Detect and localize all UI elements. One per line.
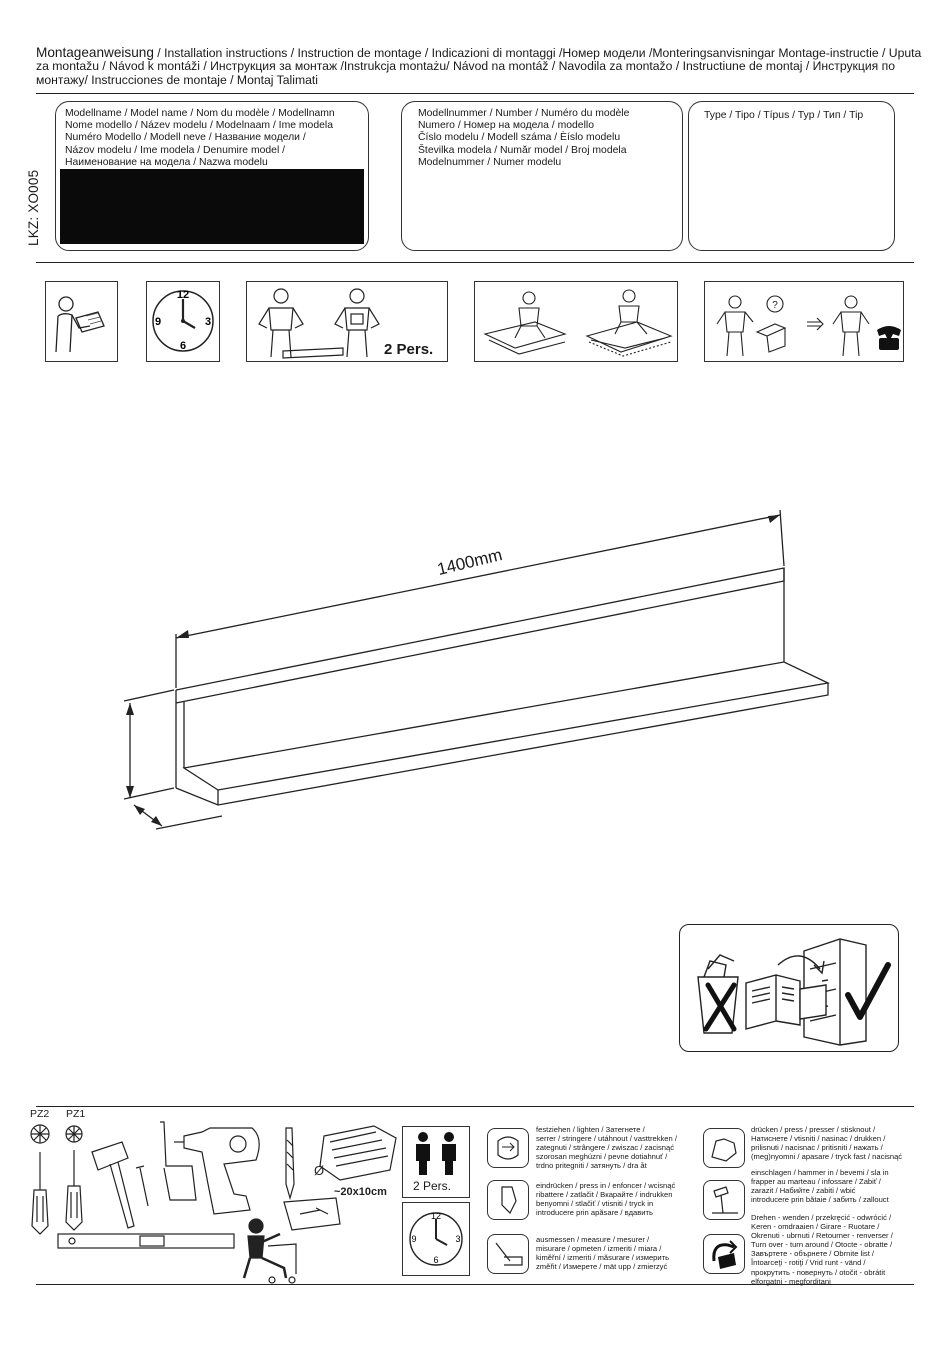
file-instructions-icon — [680, 925, 898, 1051]
hammer-in-icon — [704, 1181, 744, 1219]
height-extension-top — [124, 690, 174, 701]
two-persons-box — [402, 1126, 470, 1198]
screwdriver-pz2-icon — [32, 1152, 48, 1234]
tighten-icon-box — [487, 1128, 529, 1168]
shelf-bottom-board — [184, 662, 828, 790]
model-number-label: Modellnummer / Number / Numéro du modèle Numero / Номер на модела / modello Číslo modelu / Modell száma / Èíslo modelu Številka modela / Număr model / Broj modela Modelnummer / Numer modelu — [418, 108, 630, 168]
tighten-text: festziehen / lighten / Затегнете / serrer / stringere / utáhnout / vasttrekken / zategnuti / strângere / zwiszac / zacisnąć szorosan meghúzni / pevne dotiahnuť / trdno pritegniti / затянуть / dra åt — [536, 1125, 677, 1171]
clock-number-9: 9 — [154, 316, 162, 328]
screwdriver-pz1-icon — [66, 1150, 82, 1230]
press-icon-box — [703, 1128, 745, 1168]
type-label: Type / Tipo / Típus / Typ / Тип / Tip — [704, 110, 864, 121]
arrowhead-left — [176, 630, 189, 638]
measure-text: ausmessen / measure / mesurer / misurare / opmeten / izmeriti / miara / kiměřní / izmeriti / măsurare / измерить změřit / Измерете / mät upp / zmierzyć — [536, 1235, 670, 1272]
arrowhead-top — [126, 703, 134, 715]
length-dimension-label: 1400mm — [435, 545, 505, 580]
arrowhead-depth-back — [134, 805, 145, 815]
press-in-icon-box — [487, 1180, 529, 1220]
press-in-icon — [488, 1181, 528, 1219]
tighten-icon — [488, 1129, 528, 1167]
measure-icon-box — [487, 1234, 529, 1274]
clock-number-6: 6 — [179, 340, 187, 352]
turn-over-text: Drehen - wenden / przekręcić - odwrócić / Keren - omdraaien / Girare - Ruotare / Okrenuti - ubrnuti / Retourner - renverser / Turn over - turn around / Otocte - obratte / Завъртете - обърнете / Obrnite list / Întoarceţi - rotiţi / Vrid runt - vänd / прокрутить - повернуть / otočit - obrátit elforgatni - megforditani — [751, 1213, 893, 1286]
keep-instructions-box — [679, 924, 899, 1052]
pz1-label: PZ1 — [66, 1108, 86, 1120]
hammer-in-text: einschlagen / hammer in / bevemi / sla in frapper au marteau / infossare / Zabiť / zarazit / Набийте / zabiti / wbić introducere prin bătaie / забить / zallouct — [751, 1168, 889, 1205]
two-persons-label: 2 Pers. — [384, 341, 434, 358]
tools-bottom-divider — [36, 1284, 914, 1285]
measure-icon — [488, 1235, 528, 1273]
drill-bit-icon — [286, 1128, 294, 1198]
wood-block-icon — [320, 1126, 396, 1180]
power-drill-icon — [174, 1128, 259, 1214]
arrowhead-bottom — [126, 786, 134, 798]
turn-over-icon — [704, 1235, 744, 1273]
pz1-tip-icon — [66, 1126, 82, 1142]
lkz-code: LKZ: XO005 — [26, 169, 41, 246]
hammer-in-icon-box — [703, 1180, 745, 1220]
depth-extension — [156, 816, 222, 829]
small-clock-number-3: 3 — [455, 1234, 461, 1244]
two-persons-icon — [403, 1127, 469, 1177]
press-hand-icon — [704, 1129, 744, 1167]
small-clock-number-12: 12 — [430, 1211, 442, 1221]
header-title-lead: Montageanweisung — [36, 45, 154, 60]
curved-arrow-icon — [778, 956, 820, 969]
diameter-symbol: Ø — [314, 1163, 325, 1178]
shelf-bottom-front-edge — [176, 683, 828, 805]
shelf-back-top-edge — [176, 568, 784, 703]
length-dimension-line — [176, 515, 780, 638]
check-mark-icon — [848, 965, 888, 1017]
seated-worker-icon — [244, 1198, 340, 1283]
header-title-languages: / Installation instructions / Instruction de montage / Indicazioni di montaggi /Номер модели /Monteringsanvisningar Montage-instructie / Uputa za montažu / Návod k montáži / Инструкция за монтаж /Instrukcja montażu/ Návod na montáž / Navodila za montažo / Instructiune de montaj / Инструкция по монтажу/ Instrucciones de montaje / Montaj Talimati — [36, 46, 922, 87]
model-name-label: Modellname / Model name / Nom du modèle / Modellnamn Nome modello / Název modelu / Modelnaam / Ime modela Numéro Modello / Modell neve / Название модели / Názov modelu / Ime modela / Denumire model / Наименование на модела / Nazwa modelu — [65, 108, 335, 168]
svg-text:?: ? — [772, 300, 778, 311]
clock-number-12: 12 — [176, 289, 190, 301]
cross-mark-icon — [706, 985, 734, 1029]
press-in-text: eindrücken / press in / enfoncer / wcisnąć ribattere / zatlačit / Вкарайте / indrukken benyomni / stlačiť / vtisniti / tryck in introducere prin apăsare / вдавить — [536, 1181, 676, 1218]
tools-illustration — [24, 1118, 404, 1288]
block-size-label: ~20x10cm — [334, 1186, 387, 1198]
spirit-level-icon — [58, 1234, 234, 1248]
length-extension-right — [780, 510, 784, 566]
pz2-tip-icon — [31, 1125, 49, 1143]
arrowhead-right — [768, 515, 780, 523]
two-persons-bottom-label: 2 Pers. — [413, 1179, 452, 1193]
press-text: drücken / press / presser / stisknout / Натиснете / vtisniti / nasinac / drukken / prilisnuti / nacisnac / pritisniti / нажать / (meg)nyomni / apasare / tryck fast / nacisnąć — [751, 1125, 903, 1162]
nail-icon — [136, 1166, 148, 1206]
pz2-label: PZ2 — [30, 1108, 50, 1120]
clock-small-icon — [403, 1203, 469, 1275]
arrowhead-depth-front — [151, 816, 162, 826]
glue-spatula-icon — [160, 1122, 196, 1200]
turn-icon-box — [703, 1234, 745, 1274]
hammer-icon — [92, 1142, 134, 1228]
tools-top-divider — [36, 1106, 914, 1107]
small-clock-number-6: 6 — [433, 1255, 439, 1265]
clock-number-3: 3 — [204, 316, 212, 328]
time-box — [402, 1202, 470, 1276]
small-clock-number-9: 9 — [411, 1234, 417, 1244]
